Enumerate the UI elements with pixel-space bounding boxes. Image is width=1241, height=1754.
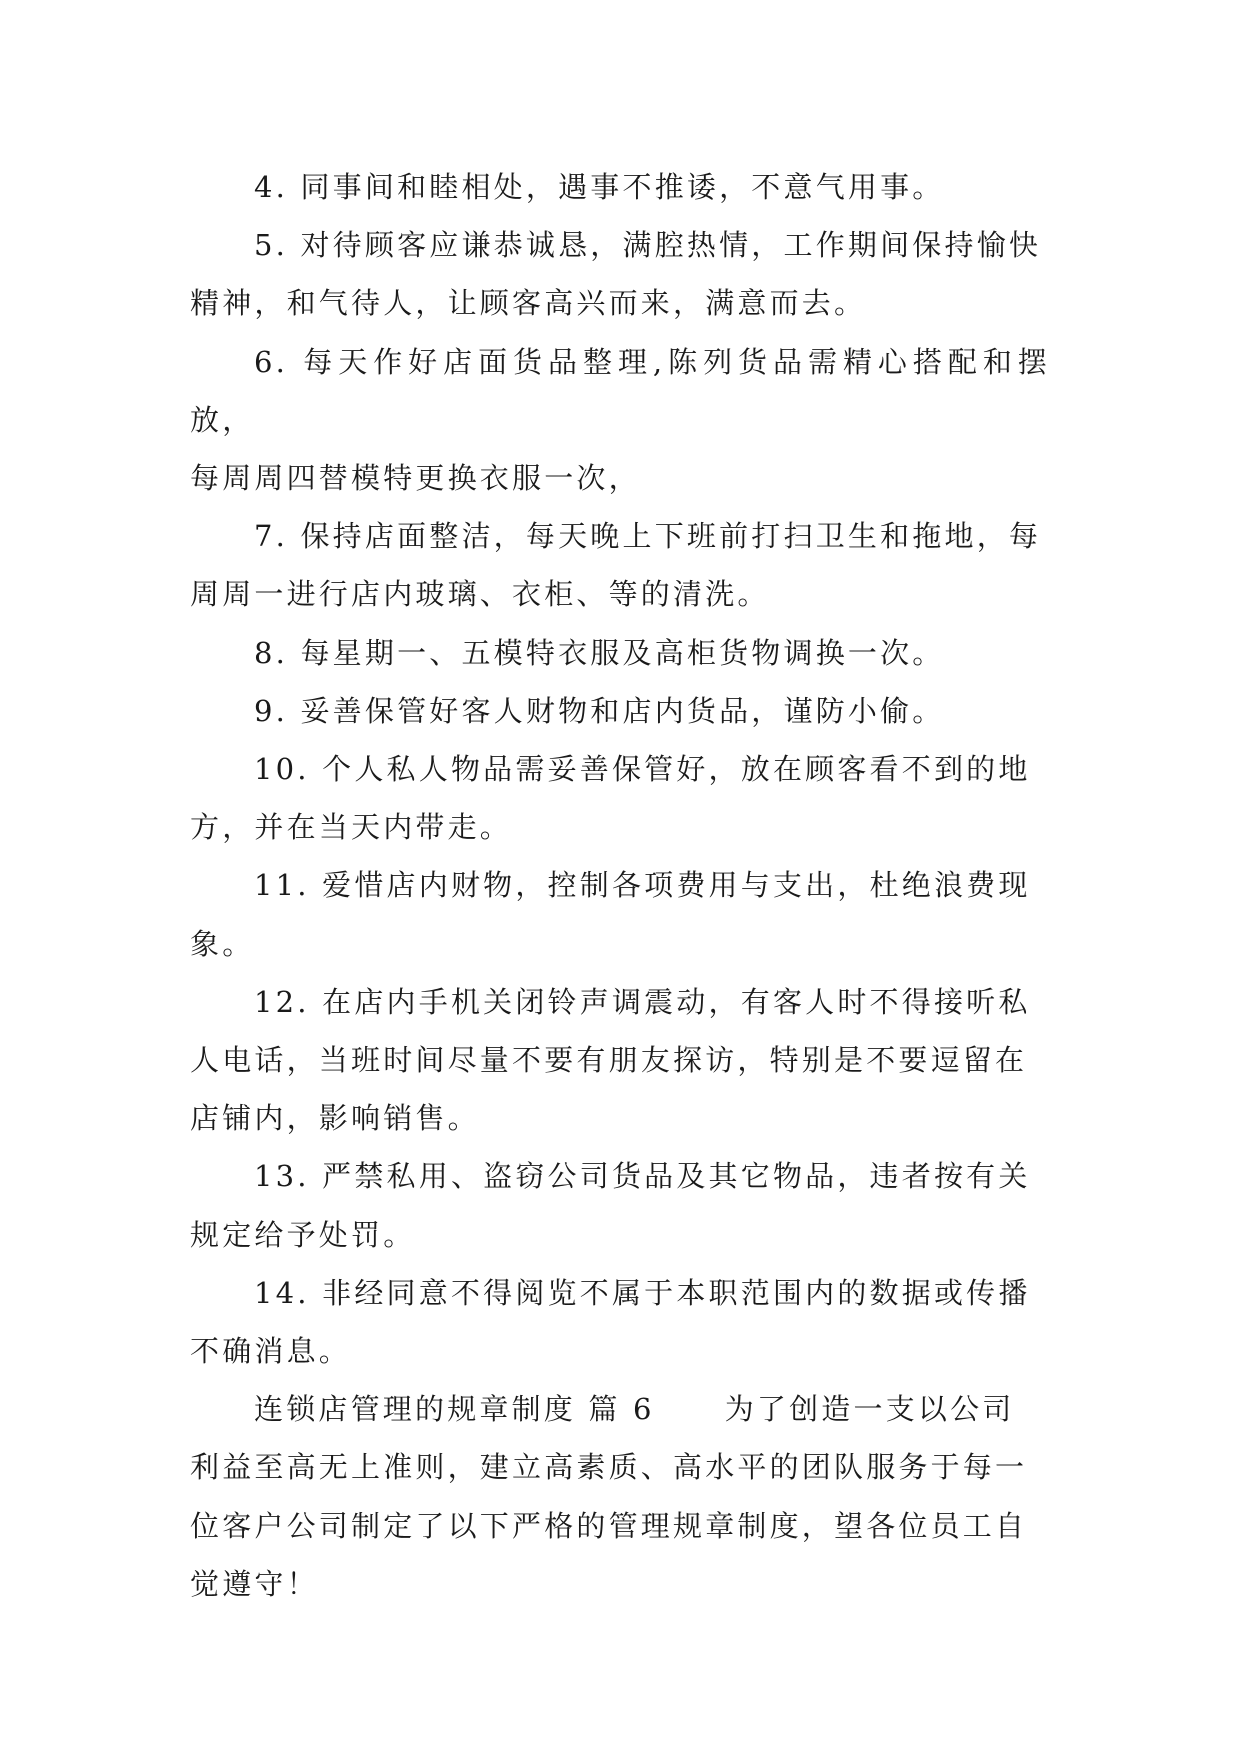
paragraph-line: 10. 个人私人物品需妥善保管好，放在顾客看不到的地 (254, 752, 1031, 787)
paragraph-line: 方，并在当天内带走。 (190, 810, 513, 845)
paragraph-item-10 (190, 740, 1050, 856)
paragraph-item-12 (190, 973, 1050, 1148)
paragraph-line: 8. 每星期一、五模特衣服及高柜货物调换一次。 (254, 635, 945, 670)
paragraph-line: 6. 每天作好店面货品整理,陈列货品需精心搭配和摆放， (190, 344, 1050, 437)
section-first-line-rest: 为了创造一支以公司 (724, 1392, 1015, 1427)
paragraph-item-13 (190, 1147, 1050, 1263)
paragraph-item-4 (190, 158, 1050, 216)
paragraph-line: 9. 妥善保管好客人财物和店内货品，谨防小偷。 (254, 693, 945, 728)
paragraph-line: 位客户公司制定了以下严格的管理规章制度，望各位员工自 (190, 1508, 1028, 1543)
paragraph-item-7 (190, 507, 1050, 623)
paragraph-item-11 (190, 856, 1050, 972)
paragraph-line: 5. 对待顾客应谦恭诚恳，满腔热情，工作期间保持愉快 (254, 228, 1042, 263)
paragraph-line: 7. 保持店面整洁，每天晚上下班前打扫卫生和拖地，每 (254, 519, 1042, 554)
paragraph-line: 每周周四替模特更换衣服一次， (190, 461, 641, 496)
paragraph-line: 4. 同事间和睦相处，遇事不推诿，不意气用事。 (254, 170, 945, 204)
paragraph-line: 利益至高无上准则，建立高素质、高水平的团队服务于每一 (190, 1450, 1028, 1485)
paragraph-line: 规定给予处罚。 (190, 1217, 416, 1252)
paragraph-item-5 (190, 216, 1050, 332)
paragraph-item-9 (190, 682, 1050, 740)
paragraph-line: 不确消息。 (190, 1334, 352, 1369)
section-first-line (190, 1380, 1050, 1438)
paragraph-line: 店铺内，影响销售。 (190, 1101, 480, 1136)
paragraph-item-8 (190, 624, 1050, 682)
paragraph-item-14 (190, 1264, 1050, 1380)
paragraph-line: 14. 非经同意不得阅览不属于本职范围内的数据或传播 (254, 1275, 1031, 1310)
paragraph-line: 12. 在店内手机关闭铃声调震动，有客人时不得接听私 (254, 984, 1031, 1019)
section-paragraph-6 (190, 1380, 1050, 1613)
paragraph-line: 13. 严禁私用、盗窃公司货品及其它物品，违者按有关 (254, 1159, 1031, 1194)
paragraph-line: 11. 爱惜店内财物，控制各项费用与支出，杜绝浪费现 (254, 868, 1031, 903)
paragraph-line: 周周一进行店内玻璃、衣柜、等的清洗。 (190, 577, 770, 612)
paragraph-item-6 (190, 333, 1050, 508)
section-heading: 连锁店管理的规章制度 篇 6 (254, 1392, 655, 1427)
paragraph-line: 精神，和气待人，让顾客高兴而来，满意而去。 (190, 286, 867, 321)
paragraph-line: 象。 (190, 926, 255, 961)
document-body (190, 158, 1050, 1613)
paragraph-line: 觉遵守！ (190, 1566, 319, 1601)
paragraph-line: 人电话，当班时间尽量不要有朋友探访，特别是不要逗留在 (190, 1043, 1028, 1078)
